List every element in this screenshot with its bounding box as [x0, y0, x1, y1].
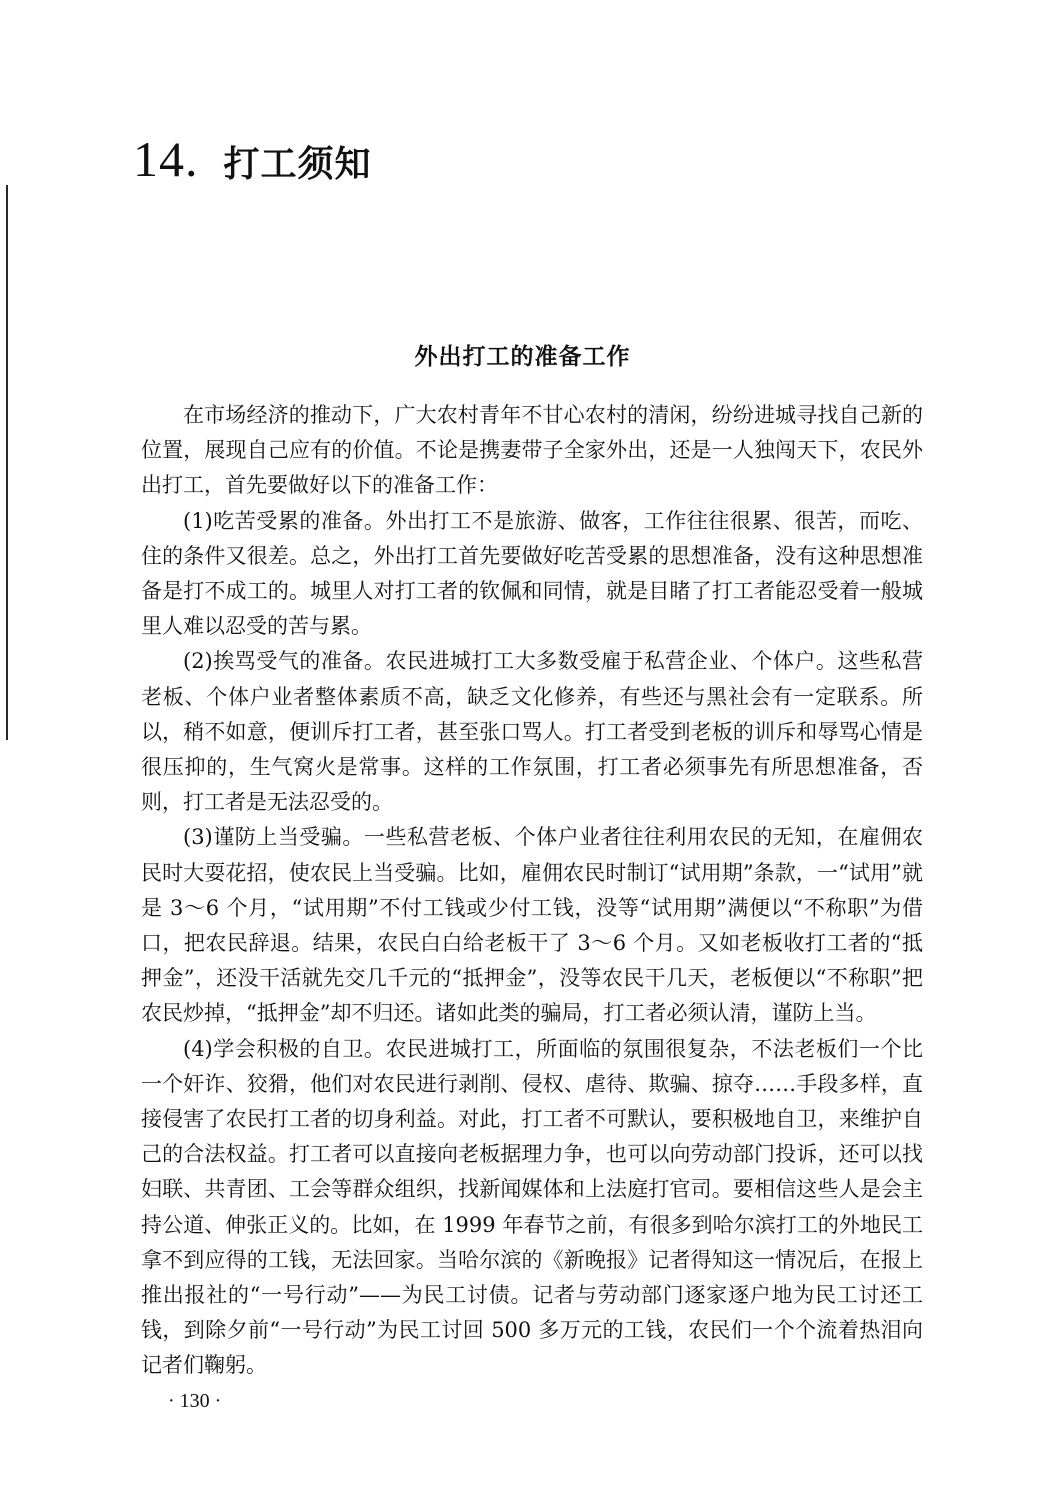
paragraph-hardship: (1)吃苦受累的准备。外出打工不是旅游、做客，工作往往很累、很苦，而吃、住的条件又很差。总之，外出打工首先要做好吃苦受累的思想准备，没有这种思想准备是打不成工的。城里人对打工者的钦佩和同情，就是目睹了打工者能忍受着一般城里人难以忍受的苦与累。	[141, 508, 923, 639]
page-number: · 130 ·	[168, 1390, 222, 1412]
chapter-heading	[133, 130, 372, 190]
chapter-number: 14	[133, 131, 185, 187]
paragraph-scolding: (2)挨骂受气的准备。农民进城打工大多数受雇于私营企业、个体户。这些私营老板、个体户业者整体素质不高，缺乏文化修养，有些还与黑社会有一定联系。所以，稍不如意，便训斥打工者，甚至张口骂人。打工者受到老板的训斥和辱骂心情是很压抑的，生气窝火是常事。这样的工作氛围，打工者必须事先有所思想准备，否则，打工者是无法忍受的。	[141, 649, 923, 815]
paragraph-fraud: (3)谨防上当受骗。一些私营老板、个体户业者往往利用农民的无知，在雇佣农民时大耍花招，使农民上当受骗。比如，雇佣农民时制订“试用期”条款，一“试用”就是 3～6 个月，“试用期”不付工钱或少付工钱，没等“试用期”满便以“不称职”为借口，把农民辞退。结果，农民白白给老板干了 3～6 个月。又如老板收打工者的“抵押金”，还没干活就先交几千元的“抵押金”，没等农民干几天，老板便以“不称职”把农民炒掉，“抵押金”却不归还。诸如此类的骗局，打工者必须认清，谨防上当。	[141, 825, 923, 1026]
scan-edge-rule	[6, 185, 8, 740]
chapter-number-dot: .	[185, 131, 198, 187]
chapter-title: 打工须知	[223, 144, 372, 185]
paragraph-intro: 在市场经济的推动下，广大农村青年不甘心农村的清闲，纷纷进城寻找自己新的位置，展现自己应有的价值。不论是携妻带子全家外出，还是一人独闯天下，农民外出打工，首先要做好以下的准备工作：	[141, 403, 923, 498]
paragraph-self-defense: (4)学会积极的自卫。农民进城打工，所面临的氛围很复杂，不法老板们一个比一个奸诈、狡猾，他们对农民进行剥削、侵权、虐待、欺骗、掠夺……手段多样，直接侵害了农民打工者的切身利益。对此，打工者不可默认，要积极地自卫，来维护自己的合法权益。打工者可以直接向老板据理力争，也可以向劳动部门投诉，还可以找妇联、共青团、工会等群众组织，找新闻媒体和上法庭打官司。要相信这些人是会主持公道、伸张正义的。比如，在 1999 年春节之前，有很多到哈尔滨打工的外地民工拿不到应得的工钱，无法回家。当哈尔滨的《新晚报》记者得知这一情况后，在报上推出报社的“一号行动”——为民工讨债。记者与劳动部门逐家逐户地为民工讨还工钱，到除夕前“一号行动”为民工讨回 500 多万元的工钱，农民们一个个流着热泪向记者们鞠躬。	[141, 1036, 923, 1378]
section-title: 外出打工的准备工作	[414, 344, 631, 370]
body-text	[141, 398, 923, 1384]
